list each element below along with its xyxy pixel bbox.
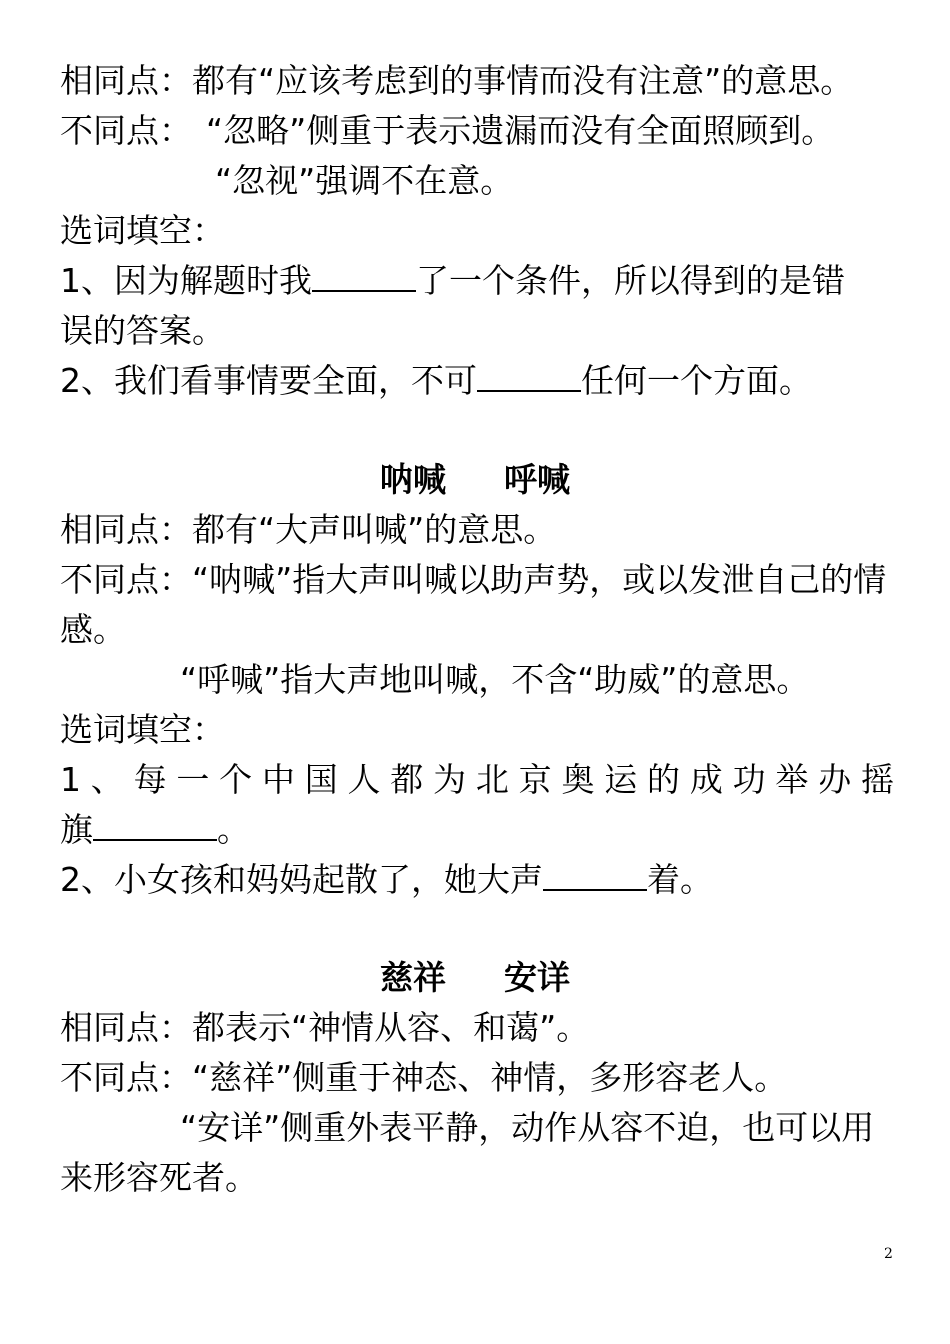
section2-question1: 1、每一个中国人都为北京奥运的成功举办摇 [60, 760, 894, 799]
section1-diff1: “忽略”侧重于表示遗漏而没有全面照顾到。 [206, 111, 835, 150]
section2-same: 相同点：都有“大声叫喊”的意思。 [60, 510, 557, 549]
title-word: 安详 [504, 958, 570, 997]
question-text: 1、因为解题时我 [60, 261, 312, 300]
section3-title [0, 953, 950, 1003]
section2-question2 [60, 855, 894, 905]
section2-diff1: 不同点：“呐喊”指大声叫喊以助声势，或以发泄自己的情 [60, 560, 887, 599]
answer-blank[interactable] [477, 356, 581, 392]
title-word: 慈祥 [380, 958, 446, 997]
question-text: 2、小女孩和妈妈起散了，她大声 [60, 860, 543, 899]
section1-question1-cont: 误的答案。 [60, 311, 225, 350]
answer-blank[interactable] [543, 855, 647, 891]
section1-same: 相同点：都有“应该考虑到的事情而没有注意”的意思。 [60, 61, 854, 100]
section1-fill-label: 选词填空： [60, 211, 225, 250]
section2-diff2: “呼喊”指大声地叫喊，不含“助威”的意思。 [180, 660, 810, 699]
section1-question2 [60, 356, 894, 406]
question-text: 着。 [647, 860, 713, 899]
question-text: 旗 [60, 810, 93, 849]
question-text: 2、我们看事情要全面，不可 [60, 361, 477, 400]
section3-diff2: “安详”侧重外表平静，动作从容不迫，也可以用 [180, 1108, 875, 1147]
answer-blank[interactable] [93, 805, 217, 841]
section3-diff1: 不同点：“慈祥”侧重于神态、神情，多形容老人。 [60, 1058, 788, 1097]
section1-diff-line1 [60, 106, 894, 156]
section1-diff2: “忽视”强调不在意。 [215, 161, 514, 200]
section2-diff1-cont: 感。 [60, 610, 126, 649]
section3-same: 相同点：都表示“神情从容、和蔼”。 [60, 1008, 590, 1047]
question-text: 任何一个方面。 [581, 361, 812, 400]
section2-question1-cont [60, 805, 894, 855]
section3-diff2-cont: 来形容死者。 [60, 1158, 258, 1197]
title-word: 呼喊 [504, 460, 570, 499]
section2-fill-label: 选词填空： [60, 710, 225, 749]
page-number: 2 [884, 1246, 893, 1262]
title-word: 呐喊 [380, 460, 446, 499]
question-text: 了一个条件，所以得到的是错 [416, 261, 845, 300]
section1-diff-label: 不同点： [60, 111, 192, 150]
question-text: 。 [217, 810, 250, 849]
answer-blank[interactable] [312, 256, 416, 292]
section2-title [0, 455, 950, 505]
section1-question1 [60, 256, 894, 306]
